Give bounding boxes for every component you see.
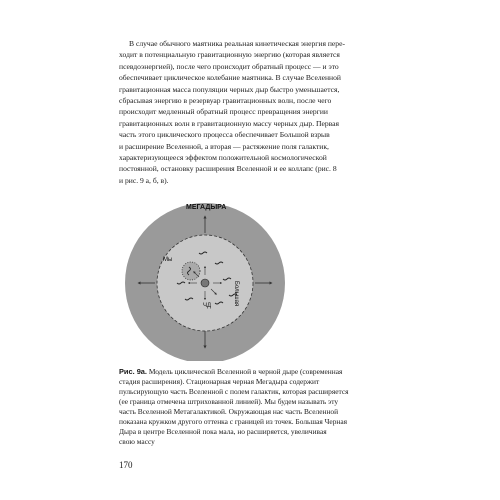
caption-line: (ее граница отмечена штрихованной линией). Мы будем называть эту <box>119 397 339 406</box>
text-line: ходит в потенциальную гравитационную энергию (которая является <box>119 50 340 60</box>
label-big-top: Большая <box>233 281 239 307</box>
caption-line: показана кружком другого оттенка с границей из точек. Большая Черная <box>119 417 348 426</box>
megahole-title: МЕГАДЫРА <box>186 204 227 211</box>
caption-line: Рис. 9а. Модель циклической Вселенной в черной дыре (современная <box>119 367 343 376</box>
label-my: Мы <box>163 257 173 263</box>
figure-megahole-diagram <box>119 195 381 361</box>
page-number: 170 <box>119 460 133 470</box>
text-line: часть этого циклического процесса обеспечивает Большой взрыв <box>119 130 330 140</box>
text-line: гравитационных волн в гравитационную массу черных дыр. Первая <box>119 118 340 128</box>
text-line: характеризующееся эффектом положительной космологической <box>119 153 327 163</box>
text-line: В случае обычного маятника реальная кинетическая энергия пере- <box>129 39 345 48</box>
text-line: гравитационная масса популяции черных дыр быстро уменьшается, <box>119 84 340 94</box>
text-line: сбрасывая энергию в резервуар гравитационных волн, после чего <box>119 96 332 106</box>
caption-line: стадия расширения). Стационарная черная Мегадыра содержит <box>119 377 320 386</box>
text-line: происходит медленный обратный процесс превращения энергии <box>119 107 328 117</box>
text-line: и расширение Вселенной, а вторая — растяжение поля галактик, <box>119 141 329 151</box>
figure-caption <box>119 367 381 447</box>
caption-line: часть Вселенной Метагалактикой. Окружающая нас часть Вселенной <box>119 407 339 416</box>
caption-line: пульсирующую часть Вселенной с полем галактик, которая расширяется <box>119 387 349 396</box>
text-line: и рис. 9 а, б, в). <box>119 175 169 185</box>
text-line: обеспечивает циклическое колебание маятника. В случае Вселенной <box>119 73 341 83</box>
caption-label: Рис. 9а. <box>119 367 147 376</box>
body-paragraph <box>119 38 381 186</box>
text-line: постоянной, остановку расширения Вселенной и ее коллапс (рис. 8 <box>119 164 337 174</box>
central-black-hole <box>201 279 209 287</box>
text-line: псевдоэнергией), после чего происходит обратный процесс — и это <box>119 61 339 71</box>
caption-line: Дыра в центре Вселенной пока мала, но расширяется, увеличивая <box>119 427 327 436</box>
our-region <box>182 262 200 280</box>
caption-line: свою массу <box>119 437 155 446</box>
label-big-bottom: ЧД <box>203 303 212 309</box>
